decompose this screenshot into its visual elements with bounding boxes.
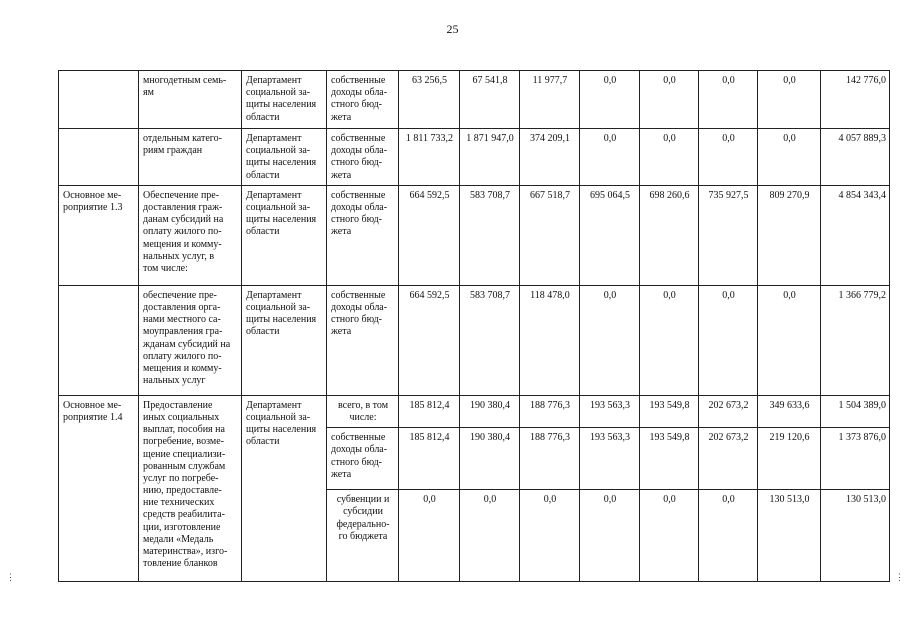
value-cell: 0,0 [640,71,699,129]
value-cell: 0,0 [699,285,758,395]
table-row [59,185,890,285]
value-cell: 193 549,8 [640,395,699,427]
value-cell: 0,0 [640,129,699,186]
table-row [59,285,890,395]
executor-cell: Департамент социальной за- щиты населения области [242,129,327,186]
table-row [59,71,890,129]
value-cell: 193 563,3 [580,428,640,490]
measure-name-cell: Предоставление иных социальных выплат, пособия на погребение, возме- щение специализи- рованным службам услуг по погребе- нию, предоставле- ние технических средств реабилита- ции, изготовление медали «Медаль материнства», изго- товление бланков [139,395,242,581]
value-cell: 583 708,7 [460,285,520,395]
value-cell: 1 366 779,2 [821,285,890,395]
value-cell: 0,0 [758,71,821,129]
funding-source-cell: собственные доходы обла- стного бюд- жета [327,428,399,490]
funding-source-cell: собственные доходы обла- стного бюд- жета [327,285,399,395]
value-cell: 0,0 [580,285,640,395]
page-number: 25 [446,22,459,36]
funding-source-cell: собственные доходы обла- стного бюд- жета [327,71,399,129]
funding-source-cell: всего, в том числе: [327,395,399,427]
value-cell: 130 513,0 [758,490,821,582]
value-cell: 698 260,6 [640,185,699,285]
value-cell: 193 549,8 [640,428,699,490]
measure-cell: Основное ме- роприятие 1.4 [59,395,139,581]
value-cell: 0,0 [758,285,821,395]
funding-source-cell: собственные доходы обла- стного бюд- жета [327,185,399,285]
measure-name-cell: отдельным катего- риям граждан [139,129,242,186]
measure-cell [59,129,139,186]
measure-cell [59,285,139,395]
value-cell: 0,0 [640,490,699,582]
value-cell: 188 776,3 [520,395,580,427]
value-cell: 1 373 876,0 [821,428,890,490]
value-cell: 695 064,5 [580,185,640,285]
value-cell: 202 673,2 [699,428,758,490]
value-cell: 0,0 [640,285,699,395]
executor-cell: Департамент социальной за- щиты населения области [242,395,327,581]
measure-cell [59,71,139,129]
value-cell: 0,0 [399,490,460,582]
value-cell: 188 776,3 [520,428,580,490]
value-cell: 202 673,2 [699,395,758,427]
value-cell: 1 811 733,2 [399,129,460,186]
value-cell: 809 270,9 [758,185,821,285]
value-cell: 0,0 [580,490,640,582]
value-cell: 190 380,4 [460,395,520,427]
value-cell: 664 592,5 [399,285,460,395]
funding-source-cell: собственные доходы обла- стного бюд- жета [327,129,399,186]
value-cell: 667 518,7 [520,185,580,285]
value-cell: 349 633,6 [758,395,821,427]
executor-cell: Департамент социальной за- щиты населения области [242,71,327,129]
value-cell: 4 057 889,3 [821,129,890,186]
value-cell: 664 592,5 [399,185,460,285]
value-cell: 735 927,5 [699,185,758,285]
measure-name-cell: обеспечение пре- доставления орга- нами местного са- моуправления гра- жданам субсидий на оплату жилого по- мещения и комму- нальных услуг [139,285,242,395]
value-cell: 0,0 [699,71,758,129]
value-cell: 219 120,6 [758,428,821,490]
value-cell: 0,0 [460,490,520,582]
value-cell: 130 513,0 [821,490,890,582]
funding-source-cell: субвенции и субсидии федерально- го бюджета [327,490,399,582]
value-cell: 583 708,7 [460,185,520,285]
measure-cell: Основное ме- роприятие 1.3 [59,185,139,285]
executor-cell: Департамент социальной за- щиты населения области [242,285,327,395]
budget-table [58,70,890,582]
value-cell: 0,0 [699,490,758,582]
value-cell: 0,0 [520,490,580,582]
table-row [59,395,890,427]
measure-name-cell: многодетным семь- ям [139,71,242,129]
value-cell: 185 812,4 [399,395,460,427]
value-cell: 374 209,1 [520,129,580,186]
measure-name-cell: Обеспечение пре- доставления граж- данам субсидий на оплату жилого по- мещения и комму- нальных услуг, в том числе: [139,185,242,285]
value-cell: 11 977,7 [520,71,580,129]
value-cell: 190 380,4 [460,428,520,490]
value-cell: 142 776,0 [821,71,890,129]
table-row [59,129,890,186]
value-cell: 67 541,8 [460,71,520,129]
value-cell: 63 256,5 [399,71,460,129]
value-cell: 1 504 389,0 [821,395,890,427]
value-cell: 0,0 [699,129,758,186]
value-cell: 0,0 [580,71,640,129]
left-margin-mark: ⋮ [6,572,15,582]
value-cell: 118 478,0 [520,285,580,395]
value-cell: 1 871 947,0 [460,129,520,186]
value-cell: 4 854 343,4 [821,185,890,285]
value-cell: 0,0 [758,129,821,186]
value-cell: 0,0 [580,129,640,186]
value-cell: 185 812,4 [399,428,460,490]
executor-cell: Департамент социальной за- щиты населения области [242,185,327,285]
right-margin-mark: ⋮ [895,572,904,582]
value-cell: 193 563,3 [580,395,640,427]
